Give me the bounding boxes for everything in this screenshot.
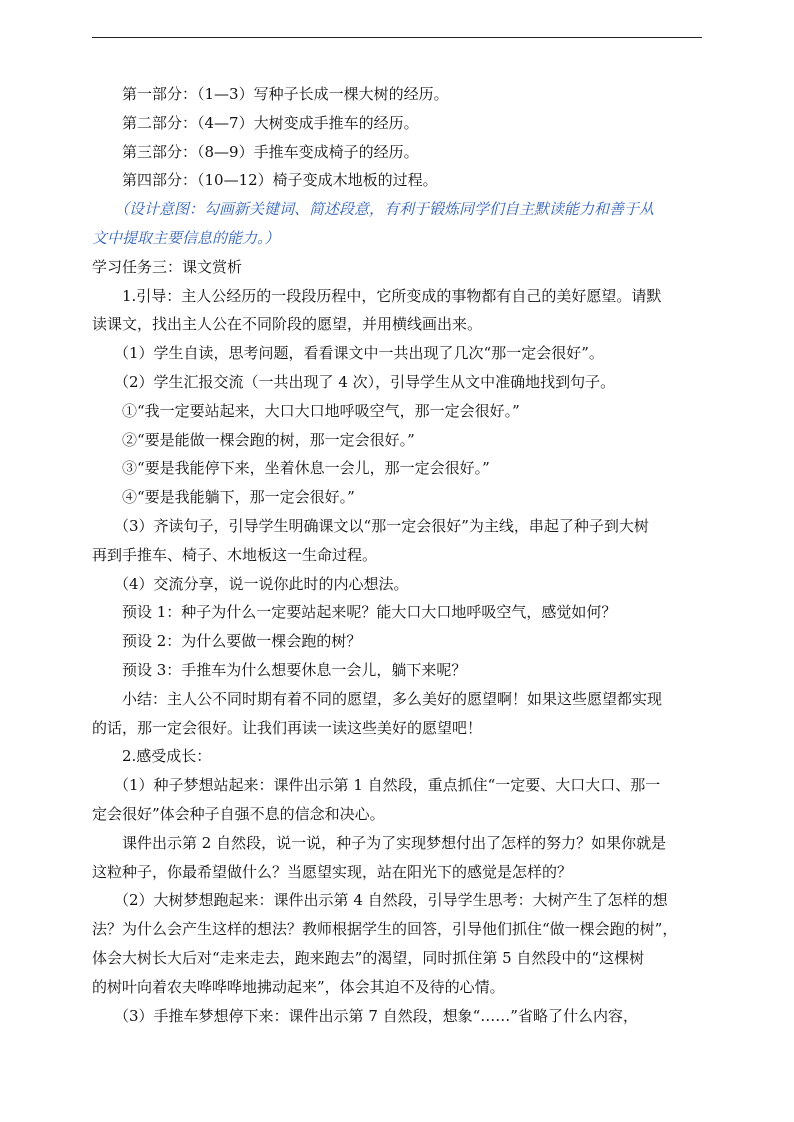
text-line: 定会很好”体会种子自强不息的信念和决心。 <box>92 804 385 823</box>
text-line: 这粒种子，你最希望做什么？当愿望实现，站在阳光下的感觉是怎样的？ <box>92 862 573 881</box>
text-line: 预设 1：种子为什么一定要站起来呢？能大口大口地呼吸空气，感觉如何？ <box>122 603 617 622</box>
text-line: （4）交流分享，说一说你此时的内心想法。 <box>114 574 409 593</box>
text-line: 第三部分：（8—9）手推车变成椅子的经历。 <box>122 142 419 161</box>
document-body <box>92 80 704 1030</box>
design-note-line: 文中提取主要信息的能力。） <box>92 228 280 247</box>
text-line: ①“我一定要站起来，大口大口地呼吸空气，那一定会很好。” <box>122 401 520 420</box>
design-note-line: （设计意图：勾画新关键词、简述段意，有利于锻炼同学们自主默读能力和善于从 <box>114 200 655 219</box>
text-line: 第二部分：（4—7）大树变成手推车的经历。 <box>122 113 419 132</box>
text-line: 小结：主人公不同时期有着不同的愿望，多么美好的愿望啊！如果这些愿望都实现 <box>122 689 663 708</box>
text-line: （2）大树梦想跑起来：课件出示第 4 自然段，引导学生思考：大树产生了怎样的想 <box>114 891 668 910</box>
text-line: ③“要是我能停下来，坐着休息一会儿，那一定会很好。” <box>122 459 490 478</box>
text-line: 法？为什么会产生这样的想法？教师根据学生的回答，引导他们抓住“做一棵会跑的树”， <box>92 920 678 939</box>
text-line: 的树叶向着农夫哗哗哗地拂动起来”，体会其迫不及待的心情。 <box>92 977 505 996</box>
text-line: （3）齐读句子，引导学生明确课文以“那一定会很好”为主线，串起了种子到大树 <box>114 516 649 535</box>
header-rule <box>92 37 702 38</box>
text-line: ②“要是能做一棵会跑的树，那一定会很好。” <box>122 430 415 449</box>
text-line: 第四部分：（10—12）椅子变成木地板的过程。 <box>122 171 438 190</box>
text-line: （1）种子梦想站起来：课件出示第 1 自然段，重点抓住“一定要、大口大口、那一 <box>114 776 661 795</box>
text-line: （2）学生汇报交流（一共出现了 4 次），引导学生从文中准确地找到句子。 <box>114 372 616 391</box>
text-line: 课件出示第 2 自然段，说一说，种子为了实现梦想付出了怎样的努力？如果你就是 <box>122 833 667 852</box>
text-line: 预设 2：为什么要做一棵会跑的树？ <box>122 632 362 651</box>
text-line: ④“要是我能躺下，那一定会很好。” <box>122 488 355 507</box>
text-line: 再到手推车、椅子、木地板这一生命过程。 <box>92 545 378 564</box>
text-line: （3）手推车梦想停下来：课件出示第 7 自然段，想象“……”省略了什么内容， <box>114 1006 638 1025</box>
text-line: 读课文，找出主人公在不同阶段的愿望，并用横线画出来。 <box>92 315 483 334</box>
text-line: 体会大树长大后对“走来走去，跑来跑去”的渴望，同时抓住第 5 自然段中的“这棵树 <box>92 948 645 967</box>
text-line: （1）学生自读，思考问题，看看课文中一共出现了几次“那一定会很好”。 <box>114 344 604 363</box>
text-line: 的话，那一定会很好。让我们再读一读这些美好的愿望吧！ <box>92 718 483 737</box>
text-line: 1.引导：主人公经历的一段段历程中，它所变成的事物都有自己的美好愿望。请默 <box>122 286 662 305</box>
text-line: 2.感受成长： <box>122 747 212 766</box>
text-line: 第一部分：（1—3）写种子长成一棵大树的经历。 <box>122 85 449 103</box>
text-line: 学习任务三：课文赏析 <box>92 257 243 276</box>
text-line: 预设 3：手推车为什么想要休息一会儿，躺下来呢？ <box>122 660 467 679</box>
